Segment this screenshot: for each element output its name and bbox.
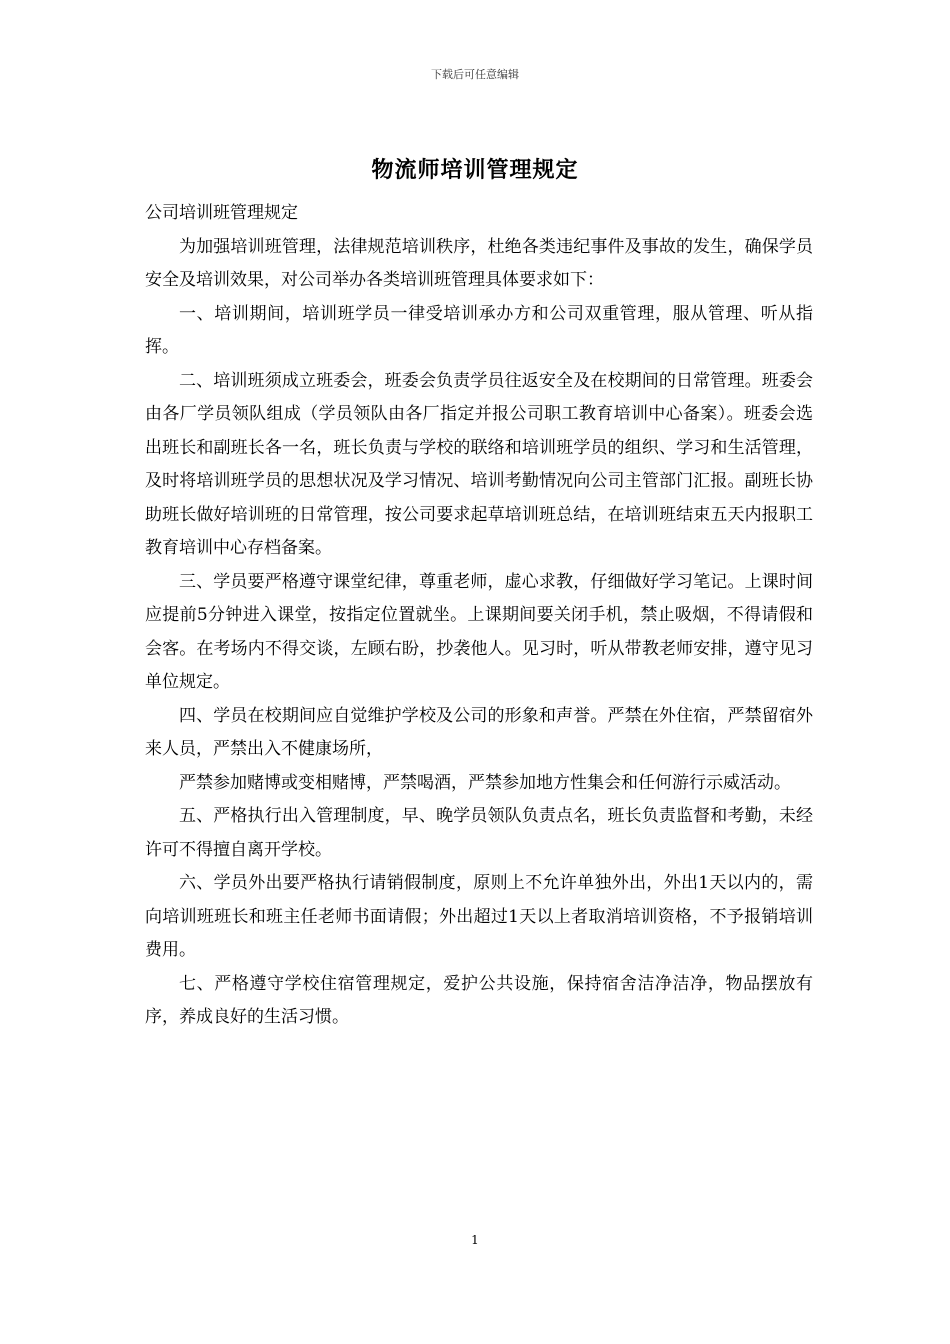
- page-number: 1: [471, 1233, 479, 1247]
- paragraph-rule-6: 六、学员外出要严格执行请销假制度，原则上不允许单独外出，外出1天以内的，需向培训班班长和班主任老师书面请假；外出超过1天以上者取消培训资格，不予报销培训费用。: [145, 873, 813, 960]
- paragraph-rule-5: 五、严格执行出入管理制度，早、晚学员领队负责点名，班长负责监督和考勤，未经许可不得擅自离开学校。: [145, 806, 813, 860]
- page-title: 物流师培训管理规定: [371, 157, 579, 183]
- paragraph-rule-1: 一、培训期间，培训班学员一律受培训承办方和公司双重管理，服从管理、听从指挥。: [145, 303, 813, 357]
- paragraph-rule-4: 四、学员在校期间应自觉维护学校及公司的形象和声誉。严禁在外住宿，严禁留宿外来人员，严禁出入不健康场所，: [145, 705, 813, 759]
- paragraph-rule-7: 七、严格遵守学校住宿管理规定，爱护公共设施，保持宿舍洁净洁净，物品摆放有序，养成良好的生活习惯。: [145, 973, 813, 1027]
- header-note: 下载后可任意编辑: [431, 68, 519, 81]
- document-subtitle: 公司培训班管理规定: [145, 203, 298, 223]
- paragraph-intro: 为加强培训班管理，法律规范培训秩序，杜绝各类违纪事件及事故的发生，确保学员安全及培训效果，对公司举办各类培训班管理具体要求如下：: [145, 236, 813, 290]
- paragraph-rule-4-cont: 严禁参加赌博或变相赌博，严禁喝酒，严禁参加地方性集会和任何游行示威活动。: [179, 772, 791, 793]
- paragraph-rule-2: 二、培训班须成立班委会，班委会负责学员往返安全及在校期间的日常管理。班委会由各厂学员领队组成（学员领队由各厂指定并报公司职工教育培训中心备案）。班委会选出班长和副班长各一名，班长负责与学校的联络和培训班学员的组织、学习和生活管理，及时将培训班学员的思想状况及学习情况、培训考勤情况向公司主管部门汇报。副班长协助班长做好培训班的日常管理，按公司要求起草培训班总结，在培训班结束五天内报职工教育培训中心存档备案。: [145, 370, 813, 558]
- document-body: [145, 197, 813, 1035]
- paragraph-rule-3: 三、学员要严格遵守课堂纪律，尊重老师，虚心求教，仔细做好学习笔记。上课时间应提前5分钟进入课堂，按指定位置就坐。上课期间要关闭手机，禁止吸烟，不得请假和会客。在考场内不得交谈，左顾右盼，抄袭他人。见习时，听从带教老师安排，遵守见习单位规定。: [145, 571, 813, 692]
